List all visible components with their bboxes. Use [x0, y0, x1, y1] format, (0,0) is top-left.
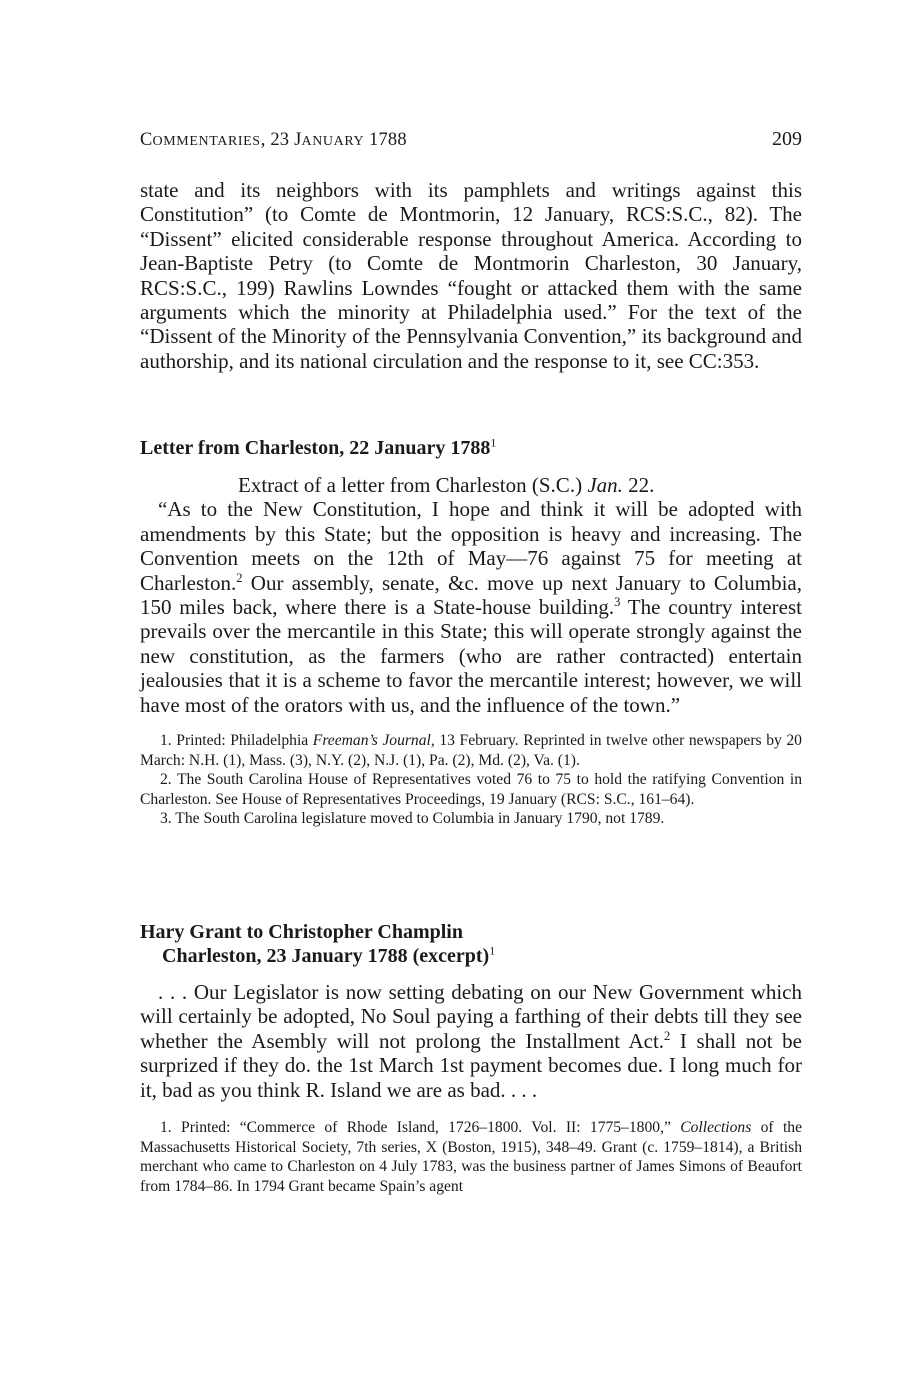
heading-text: Letter from Charleston, 22 January 1788 [140, 437, 491, 459]
footnote-ref: 1 [490, 435, 497, 450]
dateline-month: Jan. [587, 473, 623, 497]
section-hary-grant-letter [140, 920, 802, 1196]
footnote-text: 13 February. Reprinted in twelve other newspapers by 20 March: N.H. (1), Mass. (3), N.Y. (2), N.J. (1), Pa. (2), Md. (2), Va. (1). [140, 732, 802, 769]
footnote-title: Freeman’s Journal, [312, 732, 435, 750]
rh-title-part: ANUARY [301, 134, 365, 149]
body-text-part: “As to the New Constitution, I hope and think it will be adopted with amendments by this State; but the opposition is heavy and increasing. The Convention meets on the 12th of May—76 against 75 for meeting at Charleston. [140, 497, 802, 595]
section-heading [140, 920, 802, 944]
letter-body [140, 497, 802, 717]
dateline [140, 473, 802, 497]
rh-title-part: 1788 [364, 130, 407, 150]
footnotes [140, 731, 802, 829]
body-text-part: Our assembly, senate, &c. move up next January to Columbia, 150 miles back, where there is a State-house building. [140, 570, 802, 620]
letter-body [140, 980, 802, 1102]
heading-text: Charleston, 23 January 1788 (excerpt) [162, 945, 490, 967]
running-head [140, 128, 802, 151]
footnote-text: 1. Printed: Philadelphia [160, 732, 313, 750]
body-text-part: . . . Our Legislator is now setting debating on our New Government which will certainly be adopted, No Soul paying a farthing of their debts till they see whether the Asembly will not prolong the Installment Act. [140, 980, 802, 1053]
footnotes [140, 1118, 802, 1196]
footnote [140, 1118, 802, 1196]
footnote-text: of the Massachusetts Historical Society, 7th series, X (Boston, 1915), 348–49. Grant (c. 1759–1814), a British merchant who came to Charleston on 4 July 1783, was the business partner of James Simons of Beaufort from 1784–86. In 1794 Grant became Spain’s agent [140, 1119, 802, 1195]
section-heading [140, 436, 802, 460]
footnote-ref: 1 [489, 943, 496, 958]
page-number: 209 [772, 128, 802, 150]
rh-title-part: OMMENTARIES [152, 134, 261, 149]
dateline-day: 22. [622, 473, 655, 497]
footnote-text: 1. Printed: “Commerce of Rhode Island, 1726–1800. Vol. II: 1775–1800,” [160, 1119, 681, 1137]
footnote-ref: 3 [614, 595, 621, 610]
section-subheading [140, 944, 802, 968]
dateline-text: Extract of a letter from Charleston (S.C.) [238, 473, 588, 497]
footnote: 3. The South Carolina legislature moved to Columbia in January 1790, not 1789. [160, 810, 665, 828]
footnote-ref: 2 [236, 570, 243, 585]
rh-title-part: C [140, 130, 153, 150]
footnote-ref: 2 [664, 1028, 671, 1043]
rh-title-part: , 23 J [260, 130, 302, 150]
footnote-title: Collections [680, 1119, 752, 1137]
running-head-title [140, 130, 407, 151]
intro-paragraph: state and its neighbors with its pamphlets and writings against this Constitution” (to Comte de Montmorin, 12 January, RCS:S.C., 82). The “Dissent” elicited considerable response throughout America. According to Jean-Baptiste Petry (to Comte de Montmorin Charleston, 30 January, RCS:S.C., 199) Rawlins Lowndes “fought or attacked them with the same arguments which the minority at Philadelphia used.” For the text of the “Dissent of the Minority of the Pennsylvania Convention,” its background and authorship, and its national circulation and the response to it, see CC:353. [140, 178, 802, 373]
body-text-part: I shall not be surprized if they do. the 1st March 1st payment becomes due. I long much for it, bad as you think R. Island we are as bad. . . . [140, 1028, 803, 1102]
section-letter-from-charleston [140, 436, 802, 829]
heading-text: Hary Grant to Christopher Champlin [140, 921, 463, 943]
footnote [140, 731, 802, 770]
body-text-part: The country interest prevails over the mercantile in this State; this will operate strongly against the new constitution, as the farmers (who are rather contracted) entertain jealousies that it is a scheme to favor the mercantile interest; however, we will have most of the orators with us, and the influence of the town.” [140, 595, 803, 717]
intro-block [140, 178, 802, 373]
footnote: 2. The South Carolina House of Representatives voted 76 to 75 to hold the ratifying Convention in Charleston. See House of Representatives Proceedings, 19 January (RCS: S.C., 161–64). [140, 771, 802, 808]
